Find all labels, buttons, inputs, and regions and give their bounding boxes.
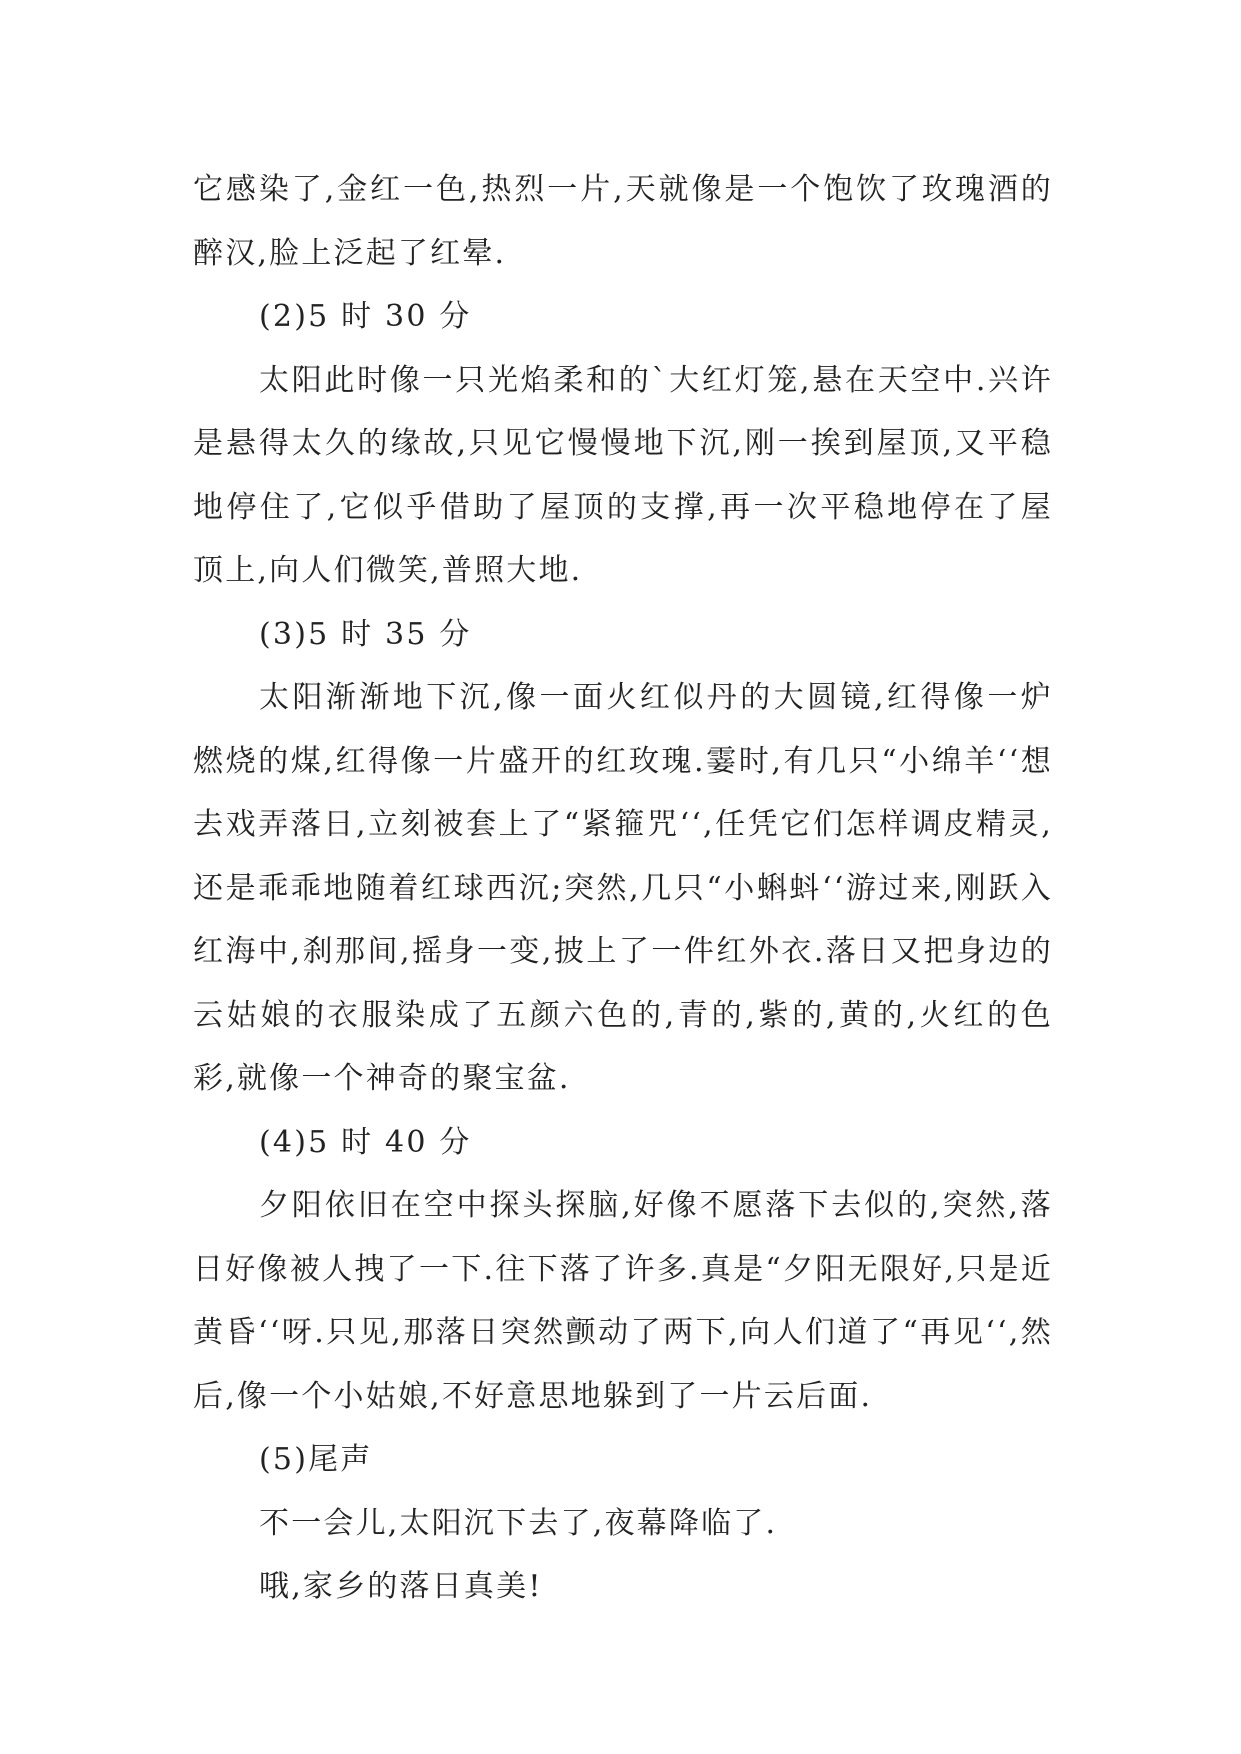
section-heading-3: (3)5 时 35 分 — [259, 616, 472, 652]
paragraph-section-2: 太阳此时像一只光焰柔和的`大红灯笼,悬在天空中.兴许是悬得太久的缘故,只见它慢慢地下沉,刚一挨到屋顶,又平稳地停住了,它似乎借助了屋顶的支撑,再一次平稳地停在了屋顶上,向人们微笑,普照大地. — [193, 362, 1053, 588]
section-heading-4: (4)5 时 40 分 — [259, 1124, 472, 1160]
paragraph-closing: 哦,家乡的落日真美! — [259, 1569, 543, 1604]
document-body — [193, 158, 1053, 1619]
paragraph-continuation: 它感染了,金红一色,热烈一片,天就像是一个饱饮了玫瑰酒的醉汉,脸上泛起了红晕. — [193, 172, 1053, 271]
paragraph-section-3: 太阳渐渐地下沉,像一面火红似丹的大圆镜,红得像一炉燃烧的煤,红得像一片盛开的红玫瑰.霎时,有几只“小绵羊‘‘想去戏弄落日,立刻被套上了“紧箍咒‘‘,任凭它们怎样调皮精灵,还是乖乖地随着红球西沉;突然,几只“小蝌蚪‘‘游过来,刚跃入红海中,刹那间,摇身一变,披上了一件红外衣.落日又把身边的云姑娘的衣服染成了五颜六色的,青的,紫的,黄的,火红的色彩,就像一个神奇的聚宝盆. — [193, 680, 1053, 1096]
section-heading-2: (2)5 时 30 分 — [259, 299, 472, 334]
section-heading-5: (5)尾声 — [259, 1442, 373, 1477]
paragraph-epilogue: 不一会儿,太阳沉下去了,夜幕降临了. — [259, 1505, 778, 1541]
paragraph-section-4: 夕阳依旧在空中探头探脑,好像不愿落下去似的,突然,落日好像被人拽了一下.往下落了许多.真是“夕阳无限好,只是近黄昏‘‘呀.只见,那落日突然颤动了两下,向人们道了“再见‘‘,然后,像一个小姑娘,不好意思地躲到了一片云后面. — [193, 1188, 1053, 1414]
